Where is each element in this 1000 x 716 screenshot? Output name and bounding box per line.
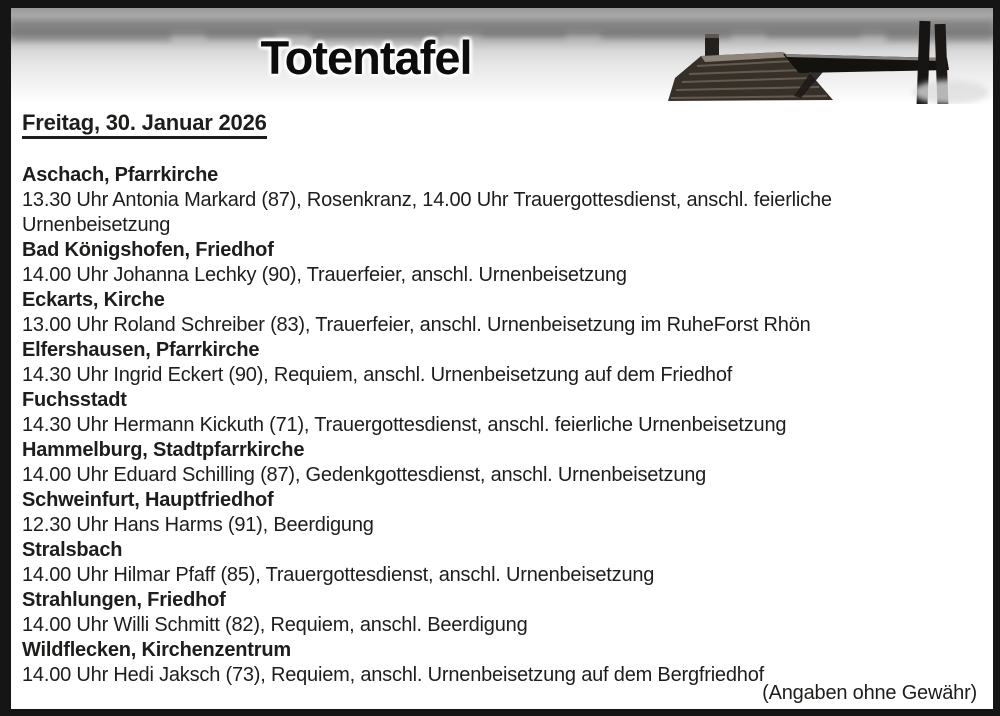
- entry-details: 14.30 Uhr Ingrid Eckert (90), Requiem, anschl. Urnenbeisetzung auf dem Friedhof: [22, 364, 733, 386]
- notice-content: [11, 104, 993, 709]
- entry-location: Stralsbach: [22, 539, 123, 561]
- entry-details: 14.00 Uhr Johanna Lechky (90), Trauerfeier, anschl. Urnenbeisetzung: [22, 264, 627, 286]
- entries-list: [22, 163, 979, 688]
- entry-location: Hammelburg, Stadtpfarrkirche: [22, 439, 305, 461]
- entry-details: 13.30 Uhr Antonia Markard (87), Rosenkranz, 14.00 Uhr Trauergottesdienst, anschl. feierliche Urnenbeisetzung: [22, 189, 832, 236]
- lake-jetty-photo: [11, 8, 993, 104]
- entry-location: Fuchsstadt: [22, 389, 127, 411]
- entry-location: Eckarts, Kirche: [22, 289, 165, 311]
- entry-location: Elfershausen, Pfarrkirche: [22, 339, 260, 361]
- entry-details: 12.30 Uhr Hans Harms (91), Beerdigung: [22, 514, 374, 536]
- disclaimer: (Angaben ohne Gewähr): [762, 682, 977, 704]
- entry-details: 14.00 Uhr Hedi Jaksch (73), Requiem, anschl. Urnenbeisetzung auf dem Bergfriedhof: [22, 664, 764, 686]
- entry-location: Schweinfurt, Hauptfriedhof: [22, 489, 274, 511]
- entry-details: 14.30 Uhr Hermann Kickuth (71), Trauergottesdienst, anschl. feierliche Urnenbeisetzung: [22, 414, 787, 436]
- entry-details: 14.00 Uhr Hilmar Pfaff (85), Trauergottesdienst, anschl. Urnenbeisetzung: [22, 564, 655, 586]
- entry-location: Bad Königshofen, Friedhof: [22, 239, 274, 261]
- date-heading: Freitag, 30. Januar 2026: [22, 110, 267, 139]
- notice-board: [11, 8, 993, 709]
- page-title: Totentafel: [260, 31, 472, 84]
- horizon-reflections: [11, 21, 993, 41]
- entry-location: Strahlungen, Friedhof: [22, 589, 226, 611]
- entry-details: 13.00 Uhr Roland Schreiber (83), Trauerfeier, anschl. Urnenbeisetzung im RuheForst Rhön: [22, 314, 811, 336]
- entry-location: Wildflecken, Kirchenzentrum: [22, 639, 291, 661]
- entry-details: 14.00 Uhr Eduard Schilling (87), Gedenkgottesdienst, anschl. Urnenbeisetzung: [22, 464, 707, 486]
- header-photo: [11, 8, 993, 104]
- entry-location: Aschach, Pfarrkirche: [22, 164, 219, 186]
- entry-details: 14.00 Uhr Willi Schmitt (82), Requiem, anschl. Beerdigung: [22, 614, 528, 636]
